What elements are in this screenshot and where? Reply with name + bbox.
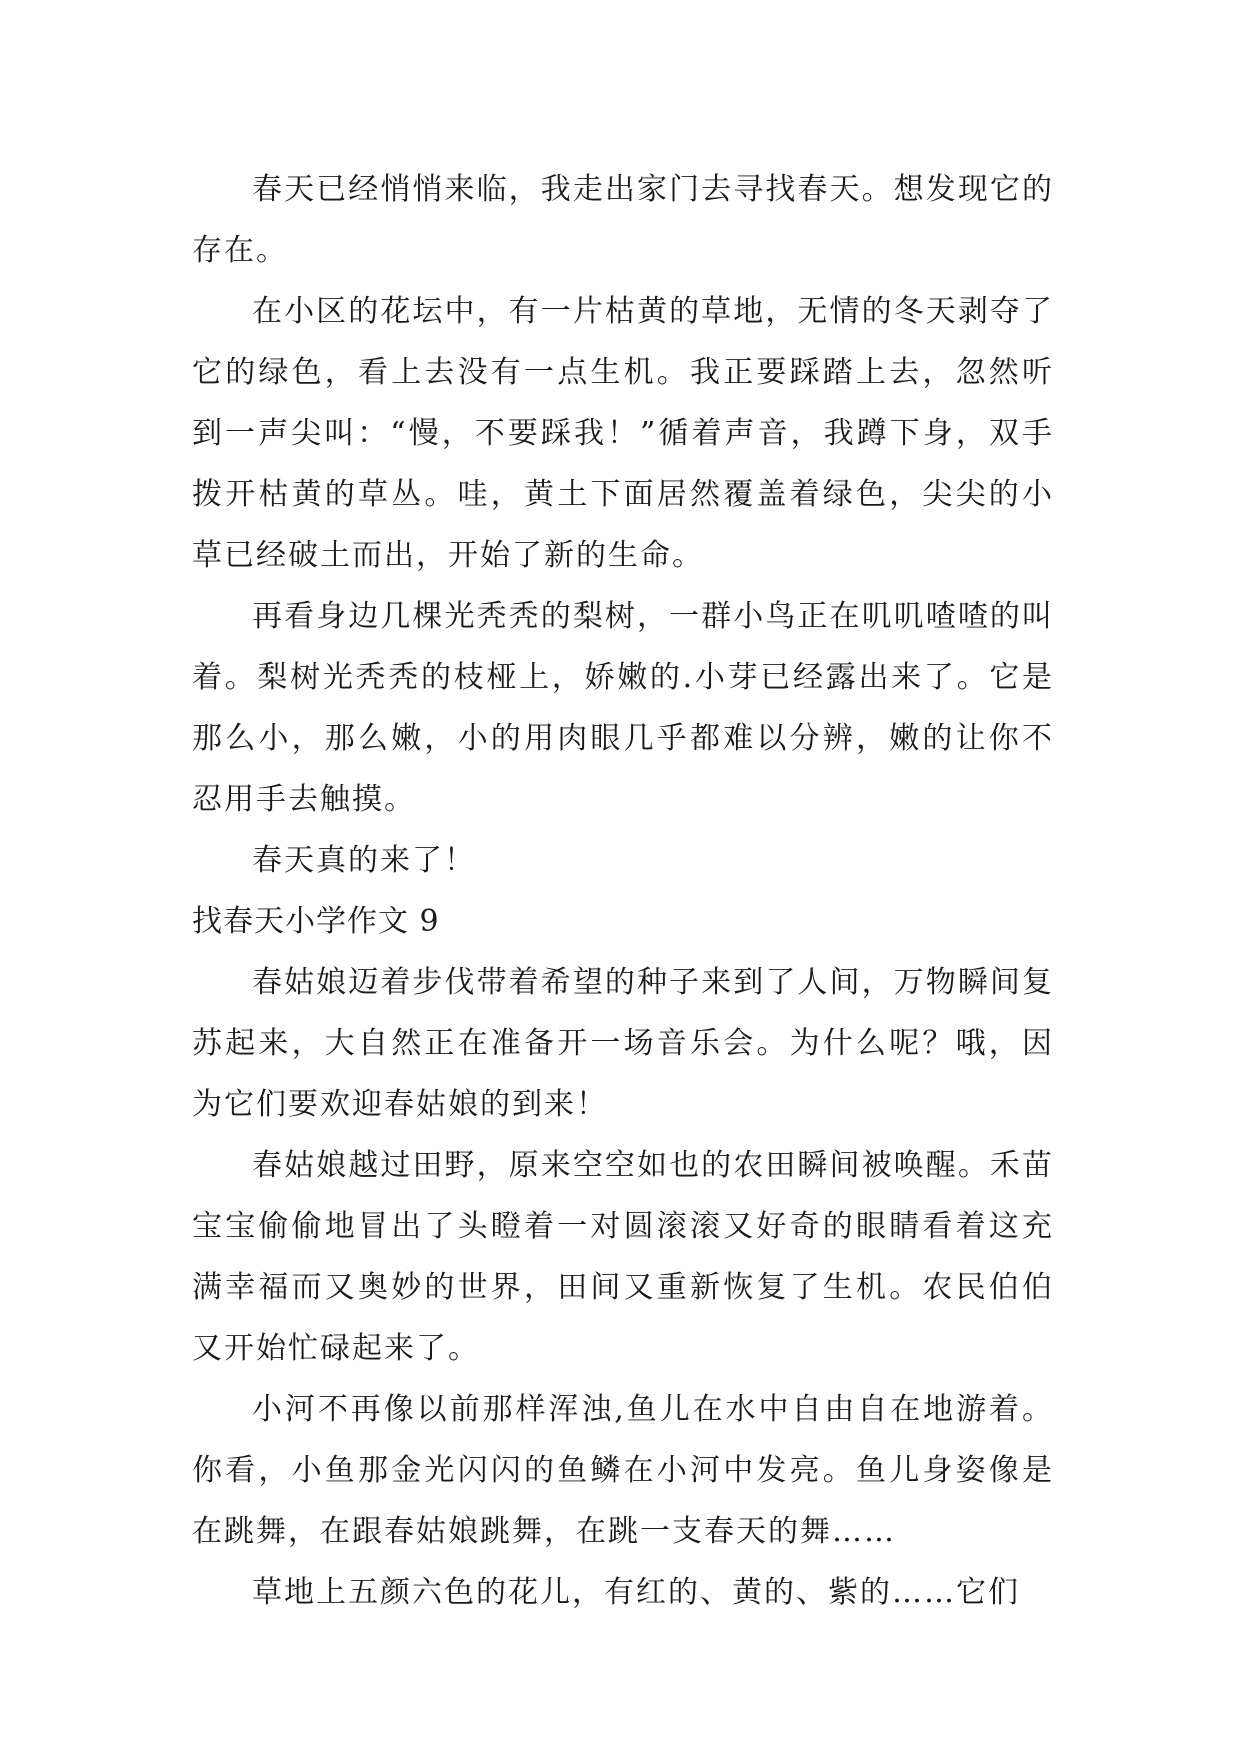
paragraph: 草地上五颜六色的花儿，有红的、黄的、紫的……它们 <box>252 1575 1020 1610</box>
paragraph: 小河不再像以前那样浑浊,鱼儿在水中自由自在地游着。你看，小鱼那金光闪闪的鱼鳞在小河中发亮。鱼儿身姿像是在跳舞，在跟春姑娘跳舞，在跳一支春天的舞…… <box>192 1392 1054 1549</box>
paragraph: 春姑娘迈着步伐带着希望的种子来到了人间，万物瞬间复苏起来，大自然正在准备开一场音乐会。为什么呢？哦，因为它们要欢迎春姑娘的到来！ <box>192 965 1054 1122</box>
document-body <box>192 159 1054 1623</box>
paragraph: 再看身边几棵光秃秃的梨树，一群小鸟正在叽叽喳喳的叫着。梨树光秃秃的枝桠上，娇嫩的.小芽已经露出来了。它是那么小，那么嫩，小的用肉眼几乎都难以分辨，嫩的让你不忍用手去触摸。 <box>192 599 1054 817</box>
paragraph: 春姑娘越过田野，原来空空如也的农田瞬间被唤醒。禾苗宝宝偷偷地冒出了头瞪着一对圆滚滚又好奇的眼睛看着这充满幸福而又奥妙的世界，田间又重新恢复了生机。农民伯伯又开始忙碌起来了。 <box>192 1148 1054 1366</box>
paragraph: 春天真的来了！ <box>252 843 476 878</box>
paragraph: 春天已经悄悄来临，我走出家门去寻找春天。想发现它的存在。 <box>192 172 1054 268</box>
paragraph: 在小区的花坛中，有一片枯黄的草地，无情的冬天剥夺了它的绿色，看上去没有一点生机。我正要踩踏上去，忽然听到一声尖叫：“慢，不要踩我！”循着声音，我蹲下身，双手拨开枯黄的草丛。哇，黄土下面居然覆盖着绿色，尖尖的小草已经破土而出，开始了新的生命。 <box>192 294 1054 573</box>
section-title: 找春天小学作文 9 <box>192 904 440 939</box>
